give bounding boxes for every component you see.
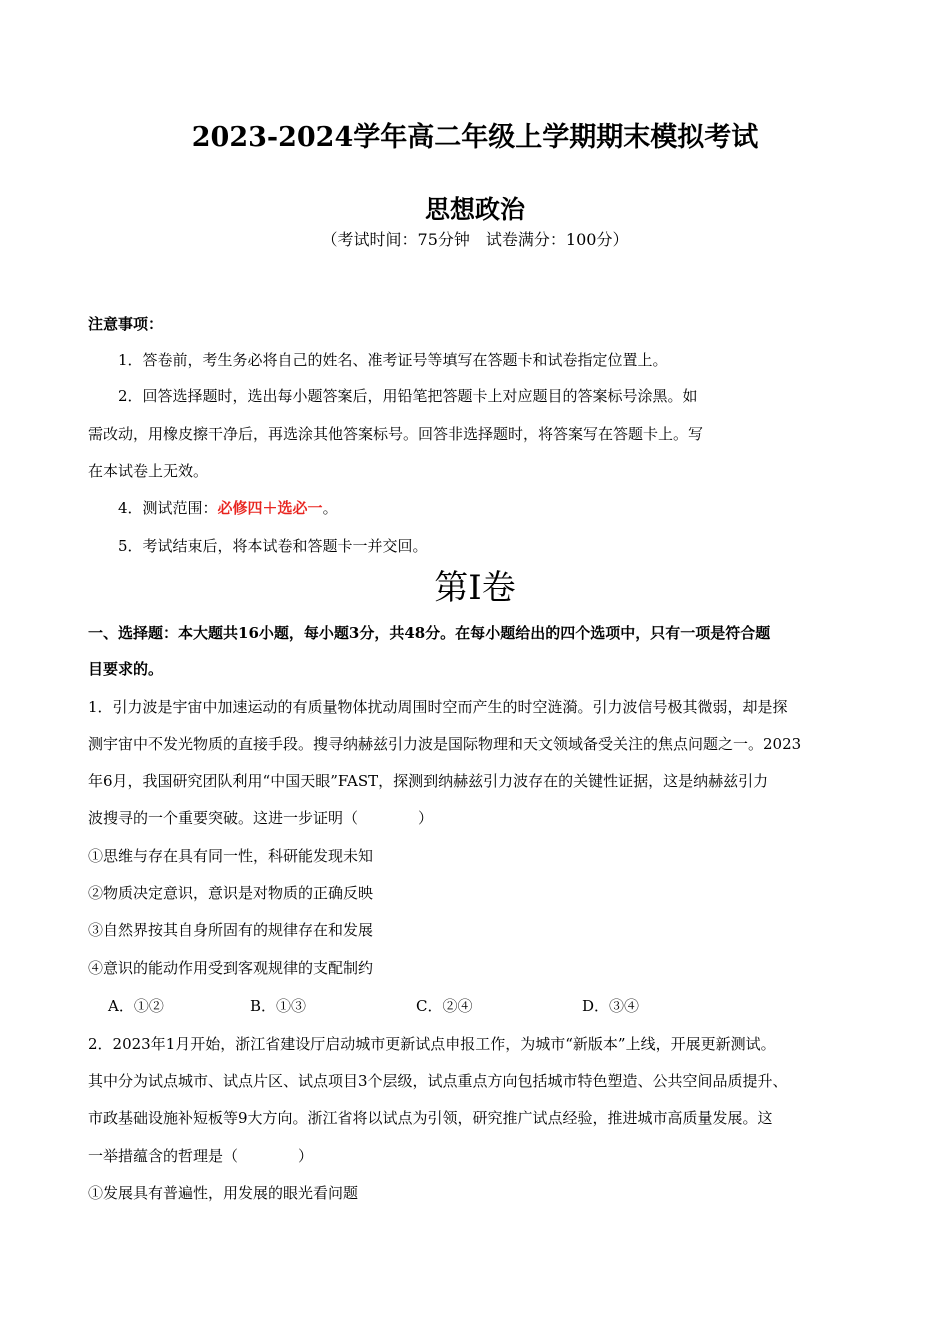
note-item-2-line-3: 在本试卷上无效。: [88, 462, 209, 480]
question-2-stem-line: 市政基础设施补短板等9大方向。浙江省将以试点为引领，研究推广试点经验，推进城市高质量发展。这: [88, 1109, 773, 1127]
note-item-4: 5．考试结束后，将本试卷和答题卡一并交回。: [118, 537, 428, 555]
exam-title: 2023-2024学年高二年级上学期期末模拟考试: [191, 122, 759, 153]
question-1-statement: ①思维与存在具有同一性，科研能发现未知: [88, 847, 374, 865]
note-item-1: 1．答卷前，考生务必将自己的姓名、准考证号等填写在答题卡和试卷指定位置上。: [118, 351, 668, 369]
question-2-stem-line: 一举措蕴含的哲理是（ ）: [88, 1147, 314, 1165]
question-1-stem-line: 年6月，我国研究团队利用“中国天眼”FAST，探测到纳赫兹引力波存在的关键性证据，这是纳赫兹引力: [88, 772, 769, 790]
question-1-option-b: B．①③: [250, 997, 307, 1015]
question-1-statement: ③自然界按其自身所固有的规律存在和发展: [88, 921, 374, 939]
section-instruction-line-1: 一、选择题：本大题共16小题，每小题3分，共48分。在每小题给出的四个选项中，只有一项是符合题: [88, 624, 771, 642]
question-1-statement: ②物质决定意识，意识是对物质的正确反映: [88, 884, 374, 902]
subject-title: 思想政治: [424, 195, 525, 224]
notes-heading: 注意事项：: [88, 315, 164, 333]
question-2-stem-line: 其中分为试点城市、试点片区、试点项目3个层级，试点重点方向包括城市特色塑造、公共空间品质提升、: [88, 1072, 788, 1090]
question-2-statement: ①发展具有普遍性，用发展的眼光看问题: [88, 1184, 359, 1202]
question-1-statement: ④意识的能动作用受到客观规律的支配制约: [88, 959, 374, 977]
section-instruction-line-2: 目要求的。: [88, 660, 164, 678]
question-1-option-d: D．③④: [582, 997, 640, 1015]
note-item-3: [118, 498, 338, 518]
question-1-option-c: C．②④: [416, 997, 473, 1015]
question-1-option-a: A．①②: [108, 997, 164, 1015]
note-item-3-prefix: 4．测试范围：: [118, 499, 218, 517]
note-item-3-suffix: 。: [322, 499, 338, 517]
question-1-stem-line: 1．引力波是宇宙中加速运动的有质量物体扰动周围时空而产生的时空涟漪。引力波信号极其微弱，却是探: [88, 698, 788, 716]
question-1-stem-line: 测宇宙中不发光物质的直接手段。搜寻纳赫兹引力波是国际物理和天文领域备受关注的焦点问题之一。2023: [88, 735, 802, 753]
note-item-2-line-1: 2．回答选择题时，选出每小题答案后，用铅笔把答题卡上对应题目的答案标号涂黑。如: [118, 387, 698, 405]
note-item-2-line-2: 需改动，用橡皮擦干净后，再选涂其他答案标号。回答非选择题时，将答案写在答题卡上。写: [88, 425, 704, 443]
exam-info: （考试时间：75分钟 试卷满分：100分）: [321, 230, 629, 249]
question-2-stem-line: 2．2023年1月开始，浙江省建设厅启动城市更新试点申报工作，为城市“新版本”上线，开展更新测试。: [88, 1035, 776, 1053]
question-1-stem-line: 波搜寻的一个重要突破。这进一步证明（ ）: [88, 809, 434, 827]
section-title: 第Ⅰ卷: [434, 568, 516, 608]
test-scope-highlight: 必修四＋选必一: [217, 499, 323, 517]
